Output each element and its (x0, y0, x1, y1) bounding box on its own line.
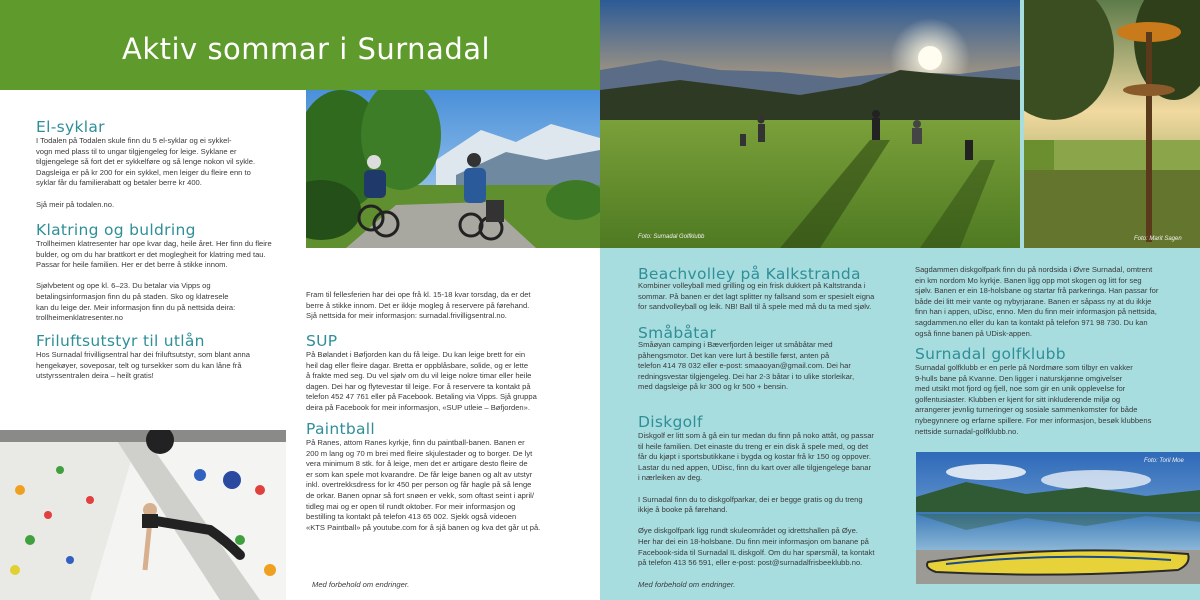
heading-elsyklar: El-syklar (36, 118, 105, 136)
right-page (600, 0, 1200, 600)
text-klatring: Trollheimen klatresenter har ope kvar dag, heile året. Her finn du fleire bulder, og om du har brattkort er det moglegheit for klatring med tau. Passar for heile familien. Her er det berre å stikke innom. Sjølvbetent og ope kl. 6–23. Du betalar via Vipps og betalingsinformasjon finn du på staden. Sko og klatresele kan du leige der. Meir informasjon finn du på nettsida deira: trollheimenklatresenter.no (36, 239, 272, 323)
photo-credit-sup: Foto: Toril Moe (1144, 458, 1184, 464)
photo-credit-golf: Foto: Surnadal Golfklubb (638, 234, 705, 240)
footer-note-left: Med forbehold om endringer. (312, 580, 410, 589)
heading-paintball: Paintball (306, 420, 376, 438)
text-smabatar: Småøyan camping i Bæverfjorden leiger ut småbåtar med påhengsmotor. Det kan vere lurt å bestille først, anten på telefon 414 78 032 eller e-post: smaaoyan@gmail.com. Dei har redningsvestar tilgjengeleg. Dei har 2-3 båtar i to ulike storleikar, med dagsleige på kr 300 og kr 500 + bensin. (638, 340, 855, 392)
discgolf-photo (1024, 0, 1200, 248)
text-sup: På Bølandet i Bøfjorden kan du få leige. Du kan leige brett for ein heil dag eller fleire dagar. Bretta er oppblåsbare, solide, og er lette å frakte med seg. Du vel sjølv om du vil leige nokre timar eller heile dagen. Dei har og flytevestar til leige. For å reservere ta kontakt på telefon 452 47 761 eller på Facebook. Betaling via Vipps. Sjå gruppa deira på Facebook for meir informasjon, «SUP utleie – Bøfjorden». (306, 350, 537, 412)
text-friluft: Hos Surnadal frivilligsentral har dei friluftsutstyr, som blant anna hengekøyer, soveposar, telt og tursekker som du kan låne frå utstyrssentralen deira – heilt gratis! (36, 350, 250, 381)
heading-beachvolley: Beachvolley på Kalkstranda (638, 265, 861, 283)
text-friluft-cont: Fram til fellesferien har dei ope frå kl. 15-18 kvar torsdag, da er det berre å stikke innom. Det er ikkje mogleg å reservere på førehand. Sjå nettsida for meir informasjon: surnadal.frivilligsentral.no. (306, 290, 531, 321)
text-paintball: På Ranes, attom Ranes kyrkje, finn du paintball-banen. Banen er 200 m lang og 70 m brei med fleire skjulestader og to borger. De lyt vera minimum 8 stk. for å leige, men det er artigare desto fleire de er som kan spele mot kvarandre. De får leige banen og alt av utstyr inkl. overtrekksdress for kr 450 per person og får hagle på så lenge de orkar. Banen opnar så fort snøen er vekk, som oftast seint i april/ tidleg mai og er open til rundt oktober. For meir informasjon og bestilling ta kontakt på telefon 413 65 002. Sjekk også videoen «KTS Paintball» på youtube.com for å sjå banen og kva det går ut på. (306, 438, 541, 532)
heading-diskgolf: Diskgolf (638, 413, 703, 431)
heading-smabatar: Småbåtar (638, 324, 717, 342)
heading-klatring: Klatring og buldring (36, 221, 196, 239)
cycling-photo (306, 90, 600, 248)
footer-note-right: Med forbehold om endringer. (638, 580, 736, 589)
heading-friluft: Friluftsutstyr til utlån (36, 332, 205, 350)
heading-sup: SUP (306, 332, 338, 350)
text-diskgolf: Diskgolf er litt som å gå ein tur medan du finn på noko attåt, og passar til heile familien. Det einaste du treng er ein disk å spele med, og det får du kjøpt i sportsbutikkane i bygda og kostar frå kr 150 og oppover. Lastar du ned appen, UDisc, finn du kart over alle tilgjengelege banar i nærleiken av deg. I Surnadal finn du to diskgolfparkar, dei er begge gratis og du treng ikkje å booke på førehand. Øye diskgolfpark ligg rundt skuleområdet og idrettshallen på Øye. Her har dei ein 18-holsbane. Du finn meir informasjon om banane på Facebook-sida til Surnadal IL diskgolf. Om du har spørsmål, ta kontakt på telefon 413 56 591, eller e-post: post@surnadalfrisbeeklubb.no. (638, 431, 875, 568)
climbing-photo (0, 430, 286, 600)
text-diskgolf-cont: Sagdammen diskgolfpark finn du på nordsida i Øvre Surnadal, omtrent ein km nordom Mo kyrkje. Banen ligg opp mot skogen og litt for seg sjølv. Banen er ein 18-holsbane og startar frå parkeringa. Han passar for både dei litt meir vante og nybyrjarane. Banen er såpass ny at du ikkje finn han i appen, uDisc, enno. Men du finn meir informasjon på nettsida, sagdammen.no eller du kan ta kontakt på telefon 971 98 730. Du kan også finne banen på UDisk-appen. (915, 265, 1159, 338)
text-beachvolley: Kombiner volleyball med grilling og ein frisk dukkert på Kaltstranda i sommar. På banen er det lagt splitter ny fallsand som er spesielt eigna for sandvolleyball og leik. NB! Ball til å spele med må du ta med sjølv. (638, 281, 875, 312)
photo-credit-discgolf: Foto: Marit Sagen (1134, 236, 1182, 242)
heading-golfklubb: Surnadal golfklubb (915, 345, 1066, 363)
text-elsyklar: I Todalen på Todalen skule finn du 5 el-syklar og ei sykkel- vogn med plass til to ungar tilgjengeleg for leige. Syklane er tilgjengelege så fort det er sykkelføre og så lenge nokon vil sykle. Dagsleiga er på kr 200 for ein sykkel, men leiger du fleire enn to syklar får du familierabatt og betaler berre kr 400. Sjå meir på todalen.no. (36, 136, 256, 209)
title-banner (0, 0, 600, 90)
page-title: Aktiv sommar i Surnadal (122, 32, 491, 66)
text-golfklubb: Surnadal golfklubb er en perle på Nordmøre som tilbyr en vakker 9-hulls bane på Kvanne. Den ligger i naturskjønne omgivelser med utsikt mot fjord og fjell, noe som gir en unik opplevelse for golfentusiaster. Klubben er kjent for sitt inkluderende miljø og arrangerer jevnlig turneringer og sosiale sammenkomster for både nybegynnere og erfarne spillere. For mer informasjon, besøk klubbens nettside surnadal-golfklubb.no. (915, 363, 1152, 436)
golf-photo (600, 0, 1020, 248)
sup-photo (916, 452, 1200, 584)
